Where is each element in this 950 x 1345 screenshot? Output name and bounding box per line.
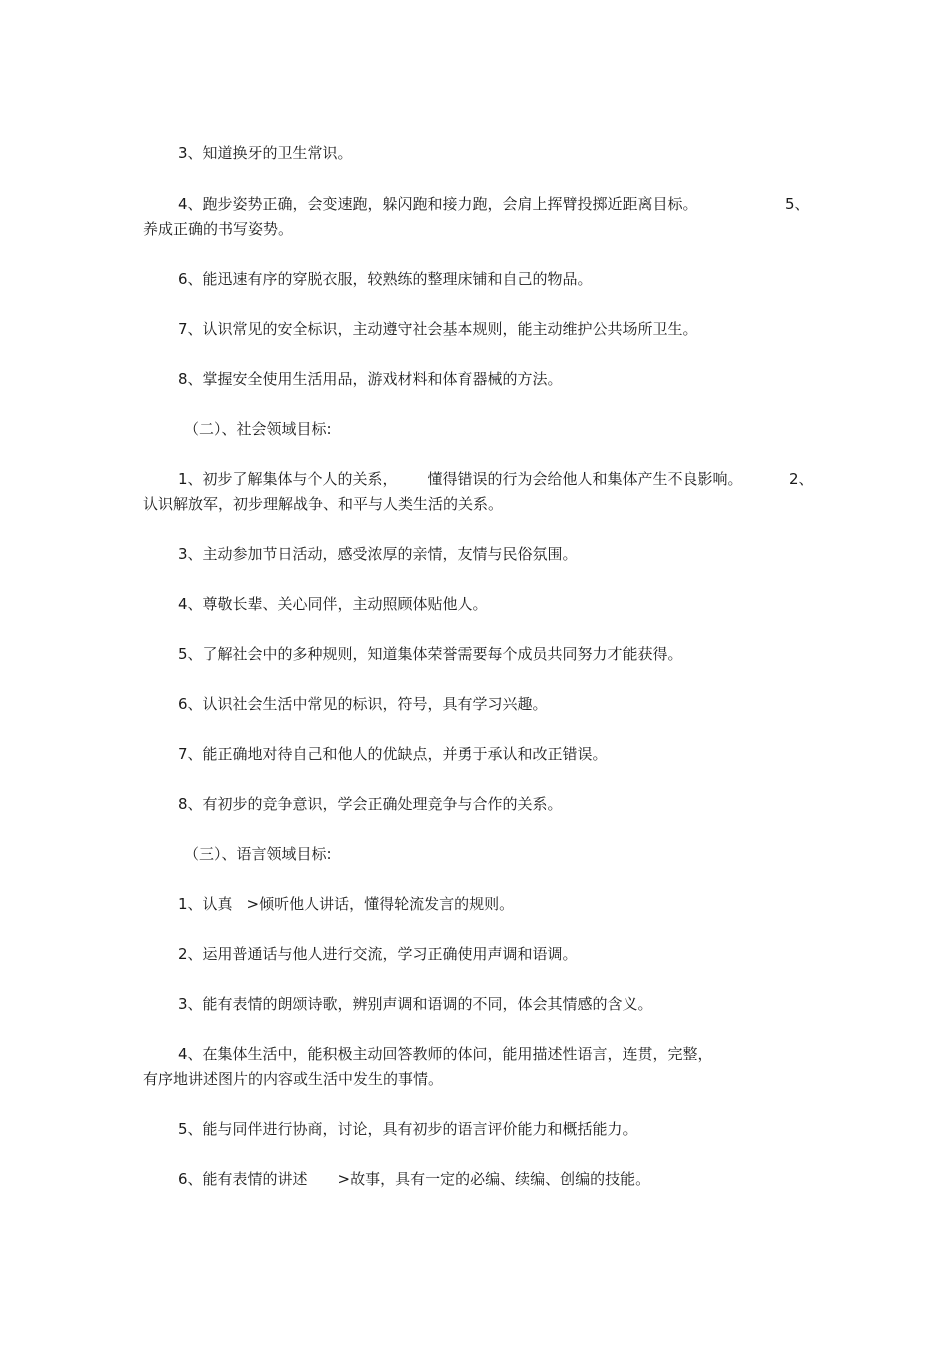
social-item-2-number: 2、 xyxy=(789,470,814,488)
social-item-8: 8、有初步的竞争意识，学会正确处理竞争与合作的关系。 xyxy=(178,795,563,813)
health-item-6: 6、能迅速有序的穿脱衣服，较熟练的整理床铺和自己的物品。 xyxy=(178,270,593,288)
social-item-4: 4、尊敬长辈、关心同伴，主动照顾体贴他人。 xyxy=(178,595,488,613)
social-item-6: 6、认识社会生活中常见的标识，符号，具有学习兴趣。 xyxy=(178,695,548,713)
language-heading: （三）、语言领域目标: xyxy=(184,845,332,863)
language-item-3: 3、能有表情的朗颂诗歌，辨别声调和语调的不同，体会其情感的含义。 xyxy=(178,995,653,1013)
health-item-3: 3、知道换牙的卫生常识。 xyxy=(178,144,353,162)
language-item-2: 2、运用普通话与他人进行交流，学习正确使用声调和语调。 xyxy=(178,945,578,963)
language-item-5: 5、能与同伴进行协商，讨论，具有初步的语言评价能力和概括能力。 xyxy=(178,1120,638,1138)
language-item-6-part-b: >故事，具有一定的必编、续编、创编的技能。 xyxy=(337,1170,651,1188)
health-item-8: 8、掌握安全使用生活用品，游戏材料和体育器械的方法。 xyxy=(178,370,563,388)
language-item-1-part-b: >倾听他人讲话，懂得轮流发言的规则。 xyxy=(246,895,515,913)
language-item-6 xyxy=(178,1170,650,1188)
social-item-2-text: 认识解放军，初步理解战争、和平与人类生活的关系。 xyxy=(143,495,504,513)
language-item-1-part-a: 1、认真 xyxy=(178,895,233,913)
language-item-4-line-1: 4、在集体生活中，能积极主动回答教师的体问，能用描述性语言，连贯，完整， xyxy=(178,1045,713,1063)
health-item-7: 7、认识常见的安全标识，主动遵守社会基本规则，能主动维护公共场所卫生。 xyxy=(178,320,698,338)
health-item-5-number: 5、 xyxy=(785,195,810,213)
health-item-5-text: 养成正确的书写姿势。 xyxy=(143,220,294,238)
social-item-7: 7、能正确地对待自己和他人的优缺点，并勇于承认和改正错误。 xyxy=(178,745,608,763)
social-item-1 xyxy=(178,470,743,488)
health-item-4: 4、跑步姿势正确，会变速跑，躲闪跑和接力跑，会肩上挥臂投掷近距离目标。 xyxy=(178,195,698,213)
language-item-1 xyxy=(178,895,514,913)
social-item-1-part-b: 懂得错误的行为会给他人和集体产生不良影响。 xyxy=(427,470,743,488)
social-item-3: 3、主动参加节日活动，感受浓厚的亲情，友情与民俗氛围。 xyxy=(178,545,578,563)
social-item-5: 5、了解社会中的多种规则，知道集体荣誉需要每个成员共同努力才能获得。 xyxy=(178,645,683,663)
language-item-6-part-a: 6、能有表情的讲述 xyxy=(178,1170,308,1188)
social-item-1-part-a: 1、初步了解集体与个人的关系， xyxy=(178,470,398,488)
social-heading: （二）、社会领域目标: xyxy=(184,420,332,438)
language-item-4-line-2: 有序地讲述图片的内容或生活中发生的事情。 xyxy=(143,1070,444,1088)
